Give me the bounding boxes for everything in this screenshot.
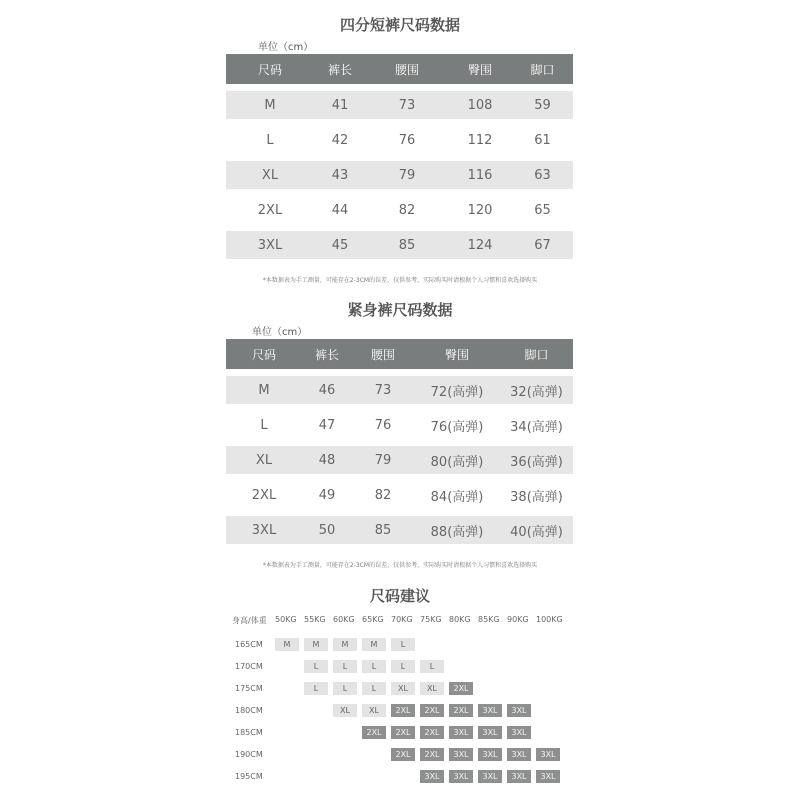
shorts-table-cell: 108 — [467, 97, 493, 113]
weight-header-label: 90KG — [507, 615, 529, 624]
tights-header-cell: 臀围 — [444, 347, 469, 362]
tights-table-cell: 72(高弹) — [430, 384, 484, 400]
shorts-table-cell: 45 — [331, 237, 349, 253]
weight-header-label: 80KG — [449, 615, 471, 624]
tights-table-cell: 36(高弹) — [510, 454, 563, 470]
size-suggestion-cell: 2XL — [420, 726, 444, 739]
size-suggestion-cell: XL — [420, 682, 444, 695]
shorts-size-table — [226, 54, 573, 259]
shorts-header-cell: 尺码 — [257, 62, 282, 77]
tights-table-cell: 34(高弹) — [510, 419, 563, 435]
tights-table-cell: 80(高弹) — [430, 454, 484, 470]
size-suggestion-cell: 3XL — [478, 704, 502, 717]
size-suggestion-cell: 2XL — [362, 726, 386, 739]
size-suggestion-cell: 3XL — [478, 770, 502, 783]
shorts-table-cell: 65 — [534, 202, 551, 218]
tights-header-cell: 腰围 — [370, 347, 395, 362]
height-row-label: 175CM — [235, 684, 263, 693]
shorts-table-cell: 67 — [534, 237, 551, 253]
tights-table-cell: 79 — [374, 452, 392, 468]
tights-table-cell: 46 — [318, 382, 336, 398]
tights-table-cell: 84(高弹) — [430, 489, 484, 505]
tights-table-cell: 38(高弹) — [510, 489, 563, 505]
tights-size-table — [226, 339, 573, 544]
size-suggestion-cell: 3XL — [449, 770, 473, 783]
size-suggestion-cell: 3XL — [536, 770, 560, 783]
shorts-table-cell: 112 — [467, 132, 493, 148]
size-suggestion-cell: L — [391, 660, 415, 673]
weight-header-label: 50KG — [275, 615, 297, 624]
tights-table-cell: 50 — [318, 522, 336, 538]
shorts-table-row — [226, 196, 573, 224]
size-suggestion-cell: 3XL — [507, 726, 531, 739]
shorts-table-row — [226, 231, 573, 259]
size-suggestion-cell: 3XL — [507, 704, 531, 717]
size-suggestion-cell: 2XL — [391, 726, 415, 739]
height-row-label: 180CM — [235, 706, 263, 715]
tights-header-cell: 裤长 — [314, 347, 339, 362]
tights-table-cell: 48 — [318, 452, 336, 468]
size-suggestion-cell: 2XL — [449, 682, 473, 695]
shorts-table-row — [226, 126, 573, 154]
tights-table-cell: 85 — [374, 522, 392, 538]
size-suggestion-cell: L — [333, 682, 357, 695]
size-suggestion-cell: XL — [333, 704, 357, 717]
tights-table-cell: 73 — [374, 382, 392, 398]
height-row-label: 165CM — [235, 640, 263, 649]
tights-table-row — [226, 411, 573, 439]
tights-table-cell: L — [260, 417, 268, 433]
tights-table-cell: 76(高弹) — [430, 419, 484, 435]
size-suggestion-cell: 2XL — [449, 704, 473, 717]
size-suggestion-cell: L — [391, 638, 415, 651]
shorts-table-header — [226, 54, 573, 84]
shorts-measure-note: *本数据表为手工测量，可能存在2-3CM的误差，仅供参考，实际购买时请根据个人习惯和喜欢选择购买 — [262, 277, 538, 284]
size-suggestion-cell: 3XL — [420, 770, 444, 783]
shorts-header-cell: 裤长 — [327, 62, 352, 77]
tights-header-cell: 尺码 — [251, 347, 276, 362]
size-suggestion-cell: 2XL — [391, 704, 415, 717]
tights-table-cell: 49 — [318, 487, 336, 503]
size-suggestion-cell: L — [420, 660, 444, 673]
size-suggestion-cell: L — [304, 660, 328, 673]
tights-measure-note: *本数据表为手工测量，可能存在2-3CM的误差，仅供参考，实际购买时请根据个人习惯和喜欢选择购买 — [262, 562, 538, 569]
size-suggestion-cell: M — [333, 638, 357, 651]
shorts-table-cell: 73 — [398, 97, 416, 113]
size-suggestion-cell: M — [275, 638, 299, 651]
weight-header-label: 55KG — [304, 615, 326, 624]
height-row-label: 185CM — [235, 728, 263, 737]
weight-header-label: 85KG — [478, 615, 500, 624]
height-row-label: 170CM — [235, 662, 263, 671]
shorts-table-cell: 76 — [398, 132, 416, 148]
tights-table-cell: 32(高弹) — [510, 384, 563, 400]
height-weight-corner-label: 身高/体重 — [232, 616, 267, 625]
weight-header-label: 70KG — [391, 615, 413, 624]
weight-header-label: 75KG — [420, 615, 442, 624]
shorts-table-cell: XL — [261, 167, 279, 183]
tights-table-header — [226, 339, 573, 369]
shorts-table-cell: 3XL — [257, 237, 283, 253]
shorts-header-cell: 脚口 — [530, 62, 555, 77]
size-suggestion-cell: 3XL — [478, 748, 502, 761]
height-row-label: 190CM — [235, 750, 263, 759]
shorts-header-cell: 腰围 — [394, 62, 419, 77]
tights-table-cell: 40(高弹) — [510, 524, 563, 540]
size-suggestion-cell: L — [333, 660, 357, 673]
tights-table-row — [226, 481, 573, 509]
size-suggestion-cell: XL — [391, 682, 415, 695]
tights-unit-label: 单位（cm） — [252, 327, 308, 338]
shorts-table-cell: 124 — [467, 237, 493, 253]
shorts-size-title: 四分短裤尺码数据 — [339, 16, 460, 34]
shorts-table-cell: 82 — [398, 202, 416, 218]
shorts-table-cell: 120 — [467, 202, 493, 218]
tights-table-cell: 76 — [374, 417, 392, 433]
size-suggestion-cell: 2XL — [420, 748, 444, 761]
tights-table-row — [226, 376, 573, 404]
size-suggestion-cell: 3XL — [478, 726, 502, 739]
size-suggestion-cell: 3XL — [507, 770, 531, 783]
shorts-table-cell: M — [264, 97, 276, 113]
tights-table-cell: 47 — [318, 417, 336, 433]
size-recommendation-title: 尺码建议 — [369, 587, 430, 605]
weight-header-label: 65KG — [362, 615, 384, 624]
tights-table-cell: 82 — [374, 487, 392, 503]
tights-table-cell: 2XL — [251, 487, 277, 503]
size-suggestion-cell: 3XL — [536, 748, 560, 761]
size-suggestion-cell: 2XL — [391, 748, 415, 761]
tights-table-cell: M — [258, 382, 270, 398]
tights-size-title: 紧身裤尺码数据 — [347, 301, 453, 319]
size-suggestion-cell: 3XL — [449, 726, 473, 739]
height-row-label: 195CM — [235, 772, 263, 781]
shorts-table-row — [226, 91, 573, 119]
size-suggestion-cell: L — [362, 660, 386, 673]
size-suggestion-cell: 3XL — [507, 748, 531, 761]
tights-header-cell: 脚口 — [524, 347, 549, 362]
shorts-table-cell: 44 — [331, 202, 349, 218]
shorts-table-cell: 41 — [331, 97, 349, 113]
shorts-table-cell: L — [266, 132, 274, 148]
size-suggestion-cell: XL — [362, 704, 386, 717]
shorts-table-row — [226, 161, 573, 189]
shorts-header-cell: 臀围 — [467, 62, 492, 77]
shorts-unit-label: 单位（cm） — [258, 42, 314, 53]
shorts-table-cell: 61 — [534, 132, 551, 148]
shorts-table-cell: 59 — [534, 97, 551, 113]
weight-header-label: 100KG — [536, 615, 563, 624]
tights-table-cell: 88(高弹) — [430, 524, 484, 540]
tights-table-cell: XL — [255, 452, 273, 468]
size-suggestion-cell: M — [362, 638, 386, 651]
size-suggestion-cell: M — [304, 638, 328, 651]
size-suggestion-cell: L — [304, 682, 328, 695]
size-suggestion-cell: L — [362, 682, 386, 695]
tights-table-row — [226, 516, 573, 544]
shorts-table-cell: 43 — [331, 167, 349, 183]
shorts-table-cell: 79 — [398, 167, 416, 183]
size-suggestion-cell: 2XL — [420, 704, 444, 717]
shorts-table-cell: 85 — [398, 237, 416, 253]
tights-table-row — [226, 446, 573, 474]
shorts-table-cell: 2XL — [257, 202, 283, 218]
shorts-table-cell: 116 — [467, 167, 493, 183]
shorts-table-cell: 42 — [331, 132, 349, 148]
tights-table-cell: 3XL — [251, 522, 277, 538]
weight-header-label: 60KG — [333, 615, 355, 624]
size-suggestion-cell: 3XL — [449, 748, 473, 761]
shorts-table-cell: 63 — [534, 167, 551, 183]
